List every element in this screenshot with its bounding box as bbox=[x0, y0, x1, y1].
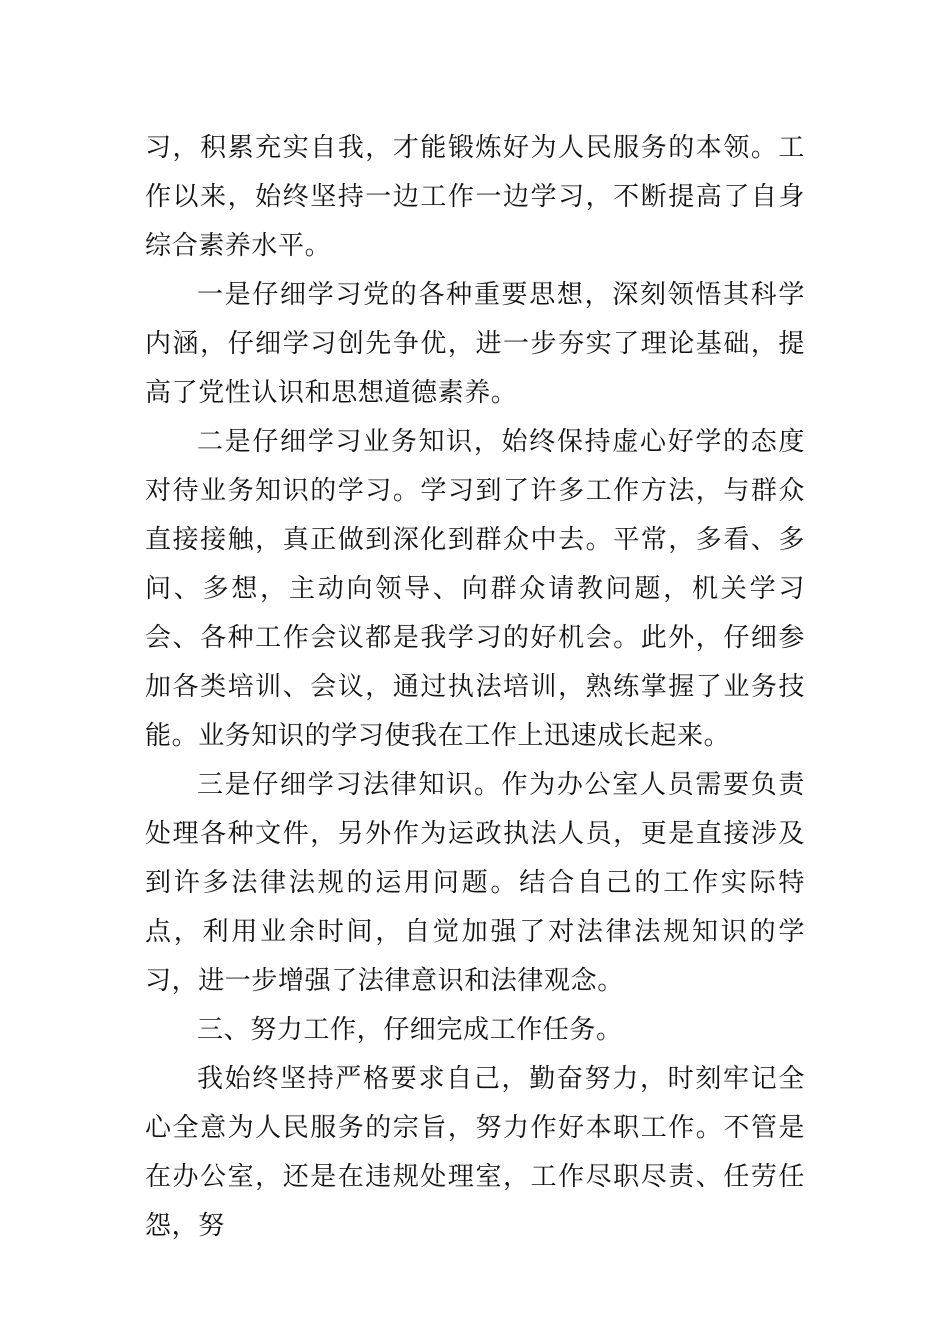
paragraph-theory-study: 一是仔细学习党的各种重要思想，深刻领悟其科学内涵，仔细学习创先争优，进一步夯实了理论基础，提高了党性认识和思想道德素养。 bbox=[145, 280, 805, 408]
section-heading: 三、努力工作，仔细完成工作任务。 bbox=[197, 1015, 623, 1045]
paragraph-work-duty: 我始终坚持严格要求自己，勤奋努力，时刻牢记全心全意为人民服务的宗旨，努力作好本职工作。不管是在办公室，还是在违规处理室，工作尽职尽责、任劳任怨，努 bbox=[145, 1064, 805, 1241]
paragraph-business-study: 二是仔细学习业务知识，始终保持虚心好学的态度对待业务知识的学习。学习到了许多工作方法，与群众直接接触，真正做到深化到群众中去。平常，多看、多问、多想，主动向领导、向群众请教问题，机关学习会、各种工作会议都是我学习的好机会。此外，仔细参加各类培训、会议，通过执法培训，熟练掌握了业务技能。业务知识的学习使我在工作上迅速成长起来。 bbox=[145, 427, 805, 751]
paragraph-continuation: 习，积累充实自我，才能锻炼好为人民服务的本领。工作以来，始终坚持一边工作一边学习，不断提高了自身综合素养水平。 bbox=[145, 133, 805, 261]
document-body bbox=[145, 124, 805, 1251]
paragraph-law-study: 三是仔细学习法律知识。作为办公室人员需要负责处理各种文件，另外作为运政执法人员，更是直接涉及到许多法律法规的运用问题。结合自己的工作实际特点，利用业余时间，自觉加强了对法律法规知识的学习，进一步增强了法律意识和法律观念。 bbox=[145, 770, 805, 996]
